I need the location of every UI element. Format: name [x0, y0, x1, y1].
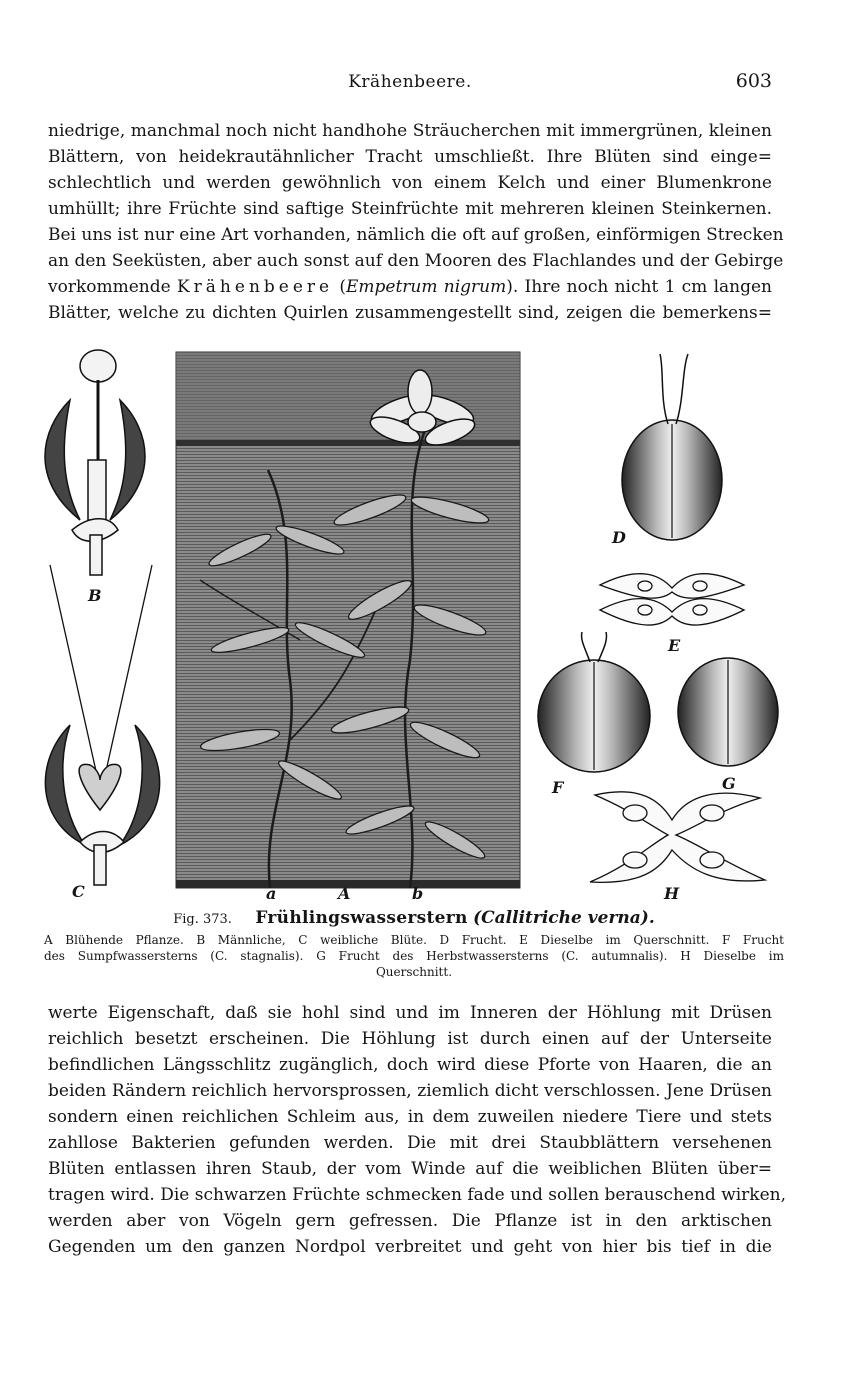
text-line: an den Seeküsten, aber auch sonst auf den Mooren des Flachlandes und der Gebirge: [48, 251, 784, 271]
figure-number: Fig. 373.: [173, 912, 232, 927]
caption-line: Querschnitt.: [375, 965, 453, 979]
text-line: werden aber von Vögeln gern gefressen. Die Pflanze ist in den arktischen: [48, 1211, 772, 1231]
label-G: G: [722, 774, 736, 793]
figure-title: Frühlingswasserstern: [255, 908, 468, 928]
fruit-G: [678, 658, 778, 766]
text-line: Bei uns ist nur eine Art vorhanden, nämlich die oft auf großen, einförmigen Strecken: [48, 225, 784, 245]
paragraph-top: [48, 118, 784, 326]
text-run: (: [333, 277, 346, 297]
label-B: B: [88, 586, 102, 605]
label-D: D: [612, 528, 626, 547]
running-head: [48, 68, 772, 96]
species-name-spaced: Krähenbeere: [176, 277, 334, 297]
text-line: Blätter, welche zu dichten Quirlen zusammengestellt sind, zeigen die bemerkens=: [48, 303, 772, 323]
text-line: Gegenden um den ganzen Nordpol verbreitet und geht von hier bis tief in die: [48, 1237, 772, 1257]
fruit-D: [622, 354, 722, 540]
female-flower-C: [45, 565, 159, 885]
text-line: zahllose Bakterien gefunden werden. Die mit drei Staubblättern versehenen: [48, 1133, 772, 1153]
figure-latin-name: (Callitriche verna).: [473, 908, 655, 928]
text-run: vorkommende: [48, 277, 177, 297]
text-run: ). Ihre noch nicht 1 cm langen: [506, 277, 772, 297]
label-F: F: [552, 778, 564, 797]
text-line: umhüllt; ihre Früchte sind saftige Steinfrüchte mit mehreren kleinen Steinkernen.: [48, 199, 772, 219]
caption-line: A Blühende Pflanze. B Männliche, C weibliche Blüte. D Frucht. E Dieselbe im Querschnitt. F Frucht: [44, 933, 784, 947]
text-line: Blüten entlassen ihren Staub, der vom Winde auf die weiblichen Blüten über=: [48, 1159, 772, 1179]
text-line: reichlich besetzt erscheinen. Die Höhlung ist durch einen auf der Unterseite: [48, 1029, 772, 1049]
running-title: Krähenbeere.: [348, 72, 472, 92]
caption-line: des Sumpfwassersterns (C. stagnalis). G Frucht des Herbstwassersterns (C. autumnalis). H Dieselbe im: [44, 949, 784, 963]
label-b: b: [412, 884, 424, 903]
label-A: A: [338, 884, 351, 903]
male-flower-B: [45, 350, 145, 575]
text-line-species: [48, 274, 772, 300]
latin-name: Empetrum nigrum: [346, 277, 507, 297]
fruit-F: [538, 632, 650, 772]
text-line: niedrige, manchmal noch nicht handhohe Sträucherchen mit immergrünen, kleinen: [48, 121, 772, 141]
plant-panel-A: [176, 352, 520, 888]
figure-illustration: [0, 340, 850, 900]
text-line: sondern einen reichlichen Schleim aus, in dem zuweilen niedere Tiere und stets: [48, 1107, 772, 1127]
label-C: C: [72, 882, 85, 901]
text-line: beiden Rändern reichlich hervorsprossen, ziemlich dicht verschlossen. Jene Drüsen: [48, 1081, 772, 1101]
paragraph-bottom: [48, 1000, 787, 1260]
text-line: befindlichen Längsschlitz zugänglich, doch wird diese Pforte von Haaren, die an: [48, 1055, 772, 1075]
label-a: a: [266, 884, 277, 903]
caption-heading: [44, 906, 784, 930]
fruit-section-E: [600, 574, 744, 625]
page-number: 603: [735, 70, 772, 92]
text-line: werte Eigenschaft, daß sie hohl sind und im Inneren der Höhlung mit Drüsen: [48, 1003, 772, 1023]
figure-373: [0, 340, 850, 903]
text-line: Blättern, von heidekrautähnlicher Tracht umschließt. Ihre Blüten sind einge=: [48, 147, 772, 167]
text-line: schlechtlich und werden gewöhnlich von einem Kelch und einer Blumenkrone: [48, 173, 772, 193]
caption-body: [44, 932, 784, 980]
fruit-section-H: [590, 792, 765, 883]
label-H: H: [664, 884, 680, 903]
text-line: tragen wird. Die schwarzen Früchte schmecken fade und sollen berauschend wirken,: [48, 1185, 787, 1205]
label-E: E: [668, 636, 681, 655]
figure-caption: [44, 906, 784, 980]
